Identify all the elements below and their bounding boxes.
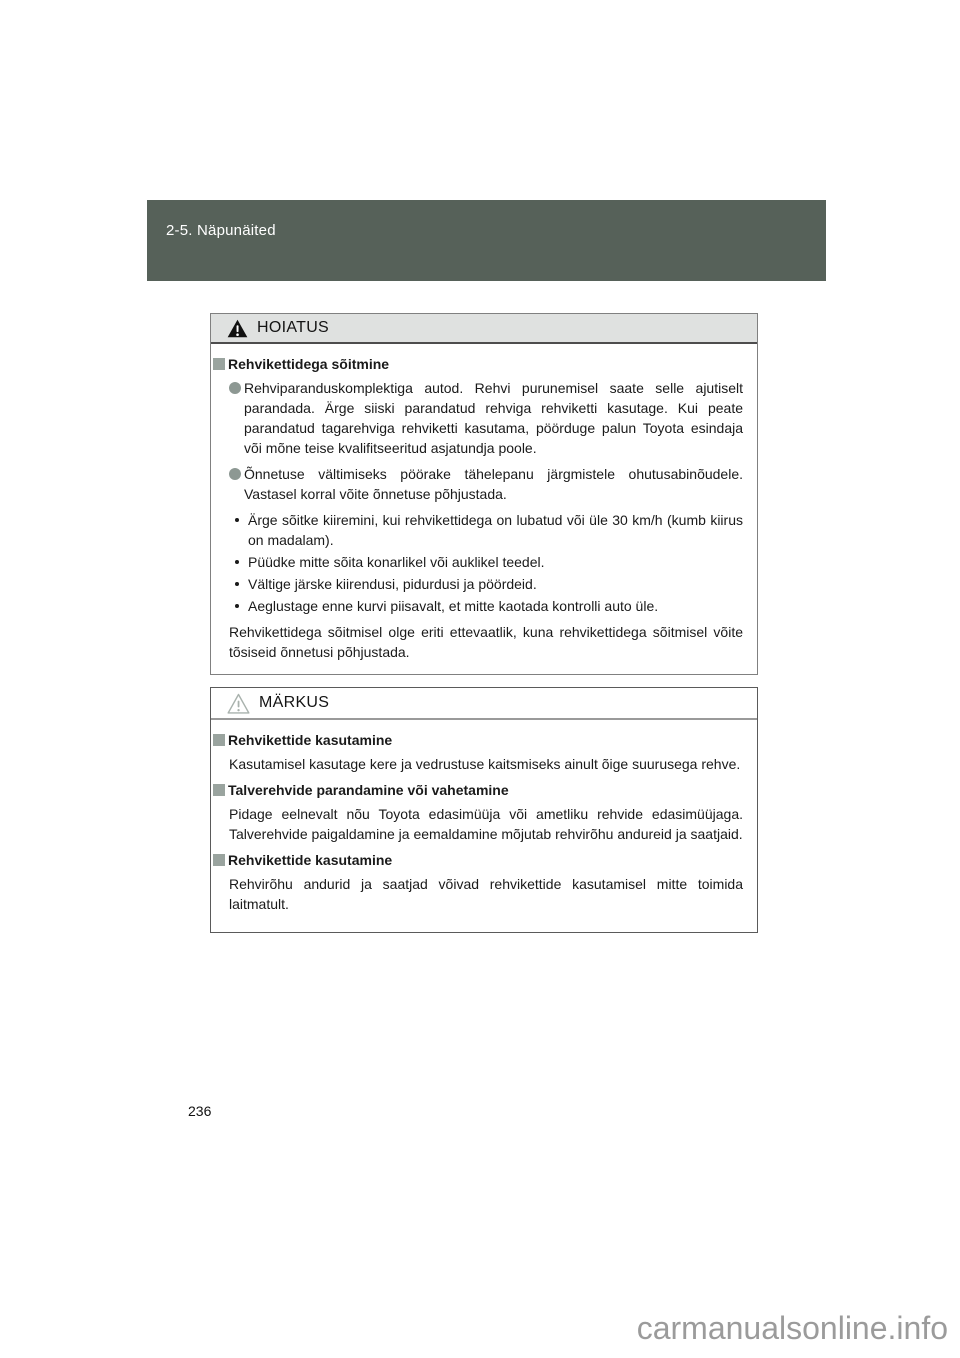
warning-triangle-outline-icon <box>227 693 250 714</box>
warning-circle-item <box>229 464 743 504</box>
warning-footer-paragraph: Rehvikettidega sõitmisel olge eriti ettevaatlik, kuna rehvikettidega sõitmisel võite tõsiseid õnnetusi põhjustada. <box>229 624 743 660</box>
square-bullet-icon <box>213 854 225 866</box>
square-bullet-icon <box>213 784 225 796</box>
warning-dash-item-text: Ärge sõitke kiiremini, kui rehvikettidega on lubatud või üle 30 km/h (kumb kiirus on madalam). <box>248 512 743 548</box>
warning-circle-item <box>229 378 743 458</box>
notice-heading: Talverehvide parandamine või vahetamine <box>228 782 509 798</box>
dot-bullet-icon <box>235 582 239 586</box>
notice-heading: Rehvikettide kasutamine <box>228 732 393 748</box>
square-bullet-icon <box>213 734 225 746</box>
warning-heading: Rehvikettidega sõitmine <box>228 356 390 372</box>
dot-bullet-icon <box>235 518 239 522</box>
warning-dash-item-text: Aeglustage enne kurvi piisavalt, et mitte kaotada kontrolli auto üle. <box>248 598 659 614</box>
warning-box <box>210 313 758 675</box>
circle-bullet-icon <box>229 382 241 394</box>
notice-heading-row <box>213 850 743 870</box>
section-title: 2-5. Näpunäited <box>166 222 276 239</box>
notice-heading-row <box>213 780 743 800</box>
dot-bullet-icon <box>235 604 239 608</box>
notice-paragraph: Kasutamisel kasutage kere ja vedrustuse kaitsmiseks ainult õige suurusega rehve. <box>229 756 741 772</box>
warning-dash-item <box>233 596 743 616</box>
warning-dash-item-text: Püüdke mitte sõita konarlikel või auklikel teedel. <box>248 554 545 570</box>
warning-circle-item-text: Rehviparanduskomplektiga autod. Rehvi purunemisel saate selle ajutiselt parandada. Ärge siiski parandatud rehviga rehviketti kasutage. Kui peate parandatud tagarehviga rehviketti kasutama, pöörduge palun Toyota esindaja või mõne teise kvalifitseeritud asjatundja poole. <box>244 380 743 456</box>
notice-box-header <box>211 688 757 720</box>
square-bullet-icon <box>213 358 225 370</box>
watermark-text: carmanualsonline.info <box>636 1310 948 1346</box>
dot-bullet-icon <box>235 560 239 564</box>
warning-circle-item-text: Õnnetuse vältimiseks pöörake tähelepanu järgmistele ohutusabinõudele. Vastasel korral võite õnnetuse põhjustada. <box>244 466 743 502</box>
warning-dash-item-text: Vältige järske kiirendusi, pidurdusi ja pöördeid. <box>248 576 537 592</box>
warning-box-body <box>211 344 757 674</box>
section-header-band <box>147 200 826 281</box>
warning-box-header <box>211 314 757 344</box>
notice-paragraph: Pidage eelnevalt nõu Toyota edasimüüja või ametliku rehvide edasimüüjaga. Talverehvide paigaldamine ja eemaldamine mõjutab rehvirõhu andureid ja saatjaid. <box>229 806 743 842</box>
notice-heading: Rehvikettide kasutamine <box>228 852 393 868</box>
warning-dash-item <box>233 574 743 594</box>
notice-box-label: MÄRKUS <box>259 694 330 711</box>
circle-bullet-icon <box>229 468 241 480</box>
notice-heading-row <box>213 730 743 750</box>
warning-box-label: HOIATUS <box>257 319 330 336</box>
notice-box <box>210 687 758 933</box>
notice-box-body <box>211 720 757 932</box>
warning-dash-item <box>233 552 743 572</box>
warning-dash-item <box>233 510 743 550</box>
page-number: 236 <box>188 1103 212 1119</box>
warning-triangle-filled-icon <box>227 319 248 338</box>
notice-paragraph: Rehvirõhu andurid ja saatjad võivad rehvikettide kasutamisel mitte toimida laitmatult. <box>229 876 743 912</box>
warning-heading-row <box>213 354 743 374</box>
